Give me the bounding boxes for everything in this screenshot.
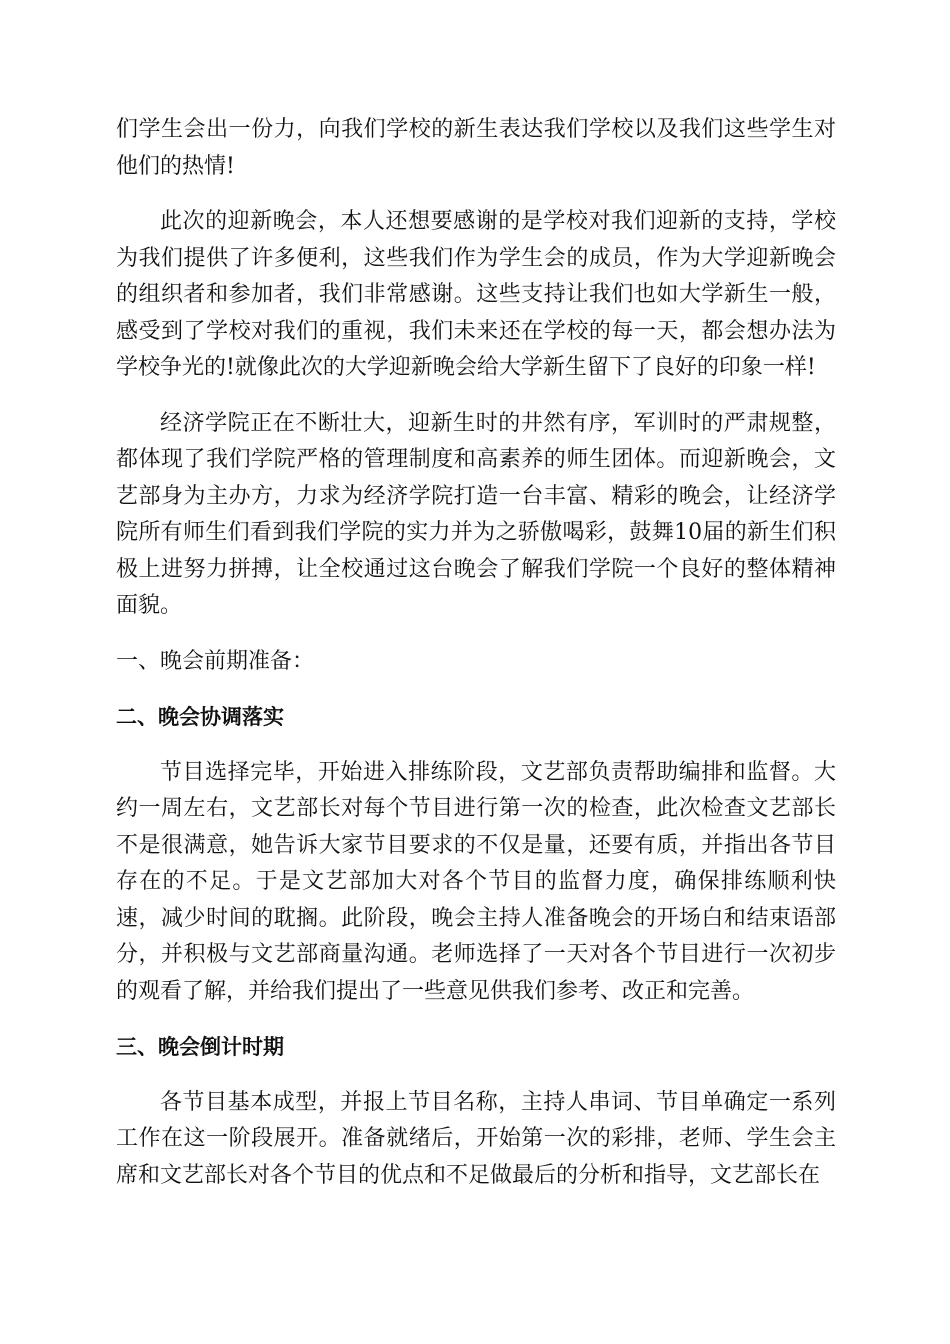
paragraph-final-rehearsal: 各节目基本成型，并报上节目名称，主持人串词、节目单确定一系列工作在这一阶段展开。准备就绪后，开始第一次的彩排，老师、学生会主席和文艺部长对各个节目的优点和不足做最后的分析和指导，文艺部长在 bbox=[116, 1089, 836, 1188]
section-heading-countdown: 三、晚会倒计时期 bbox=[116, 1035, 284, 1059]
section-heading-preparation: 一、晚会前期准备： bbox=[116, 648, 315, 674]
paragraph-thanks-school: 此次的迎新晚会，本人还想要感谢的是学校对我们迎新的支持，学校为我们提供了许多便利，这些我们作为学生会的成员，作为大学迎新晚会的组织者和参加者，我们非常感谢。这些支持让我们也如大学新生一般，感受到了学校对我们的重视，我们未来还在学校的每一天，都会想办法为学校争光的!就像此次的大学迎新晚会给大学新生留下了良好的印象一样! bbox=[116, 209, 836, 380]
section-heading-coordination: 二、晚会协调落实 bbox=[116, 705, 284, 729]
paragraph-continuation: 们学生会出一份力，向我们学校的新生表达我们学校以及我们这些学生对他们的热情! bbox=[116, 117, 836, 179]
paragraph-economics-college: 经济学院正在不断壮大，迎新生时的井然有序，军训时的严肃规整，都体现了我们学院严格的管理制度和高素养的师生团体。而迎新晚会，文艺部身为主办方，力求为经济学院打造一台丰富、精彩的晚会，让经济学院所有师生们看到我们学院的实力并为之骄傲喝彩，鼓舞10届的新生们积极上进努力拼搏，让全校通过这台晚会了解我们学院一个良好的整体精神面貌。 bbox=[116, 410, 836, 618]
paragraph-rehearsal: 节目选择完毕，开始进入排练阶段，文艺部负责帮助编排和监督。大约一周左右，文艺部长对每个节目进行第一次的检查，此次检查文艺部长不是很满意，她告诉大家节目要求的不仅是量，还要有质，并指出各节目存在的不足。于是文艺部加大对各个节目的监督力度，确保排练顺利快速，减少时间的耽搁。此阶段，晚会主持人准备晚会的开场白和结束语部分，并积极与文艺部商量沟通。老师选择了一天对各个节目进行一次初步的观看了解，并给我们提出了一些意见供我们参考、改正和完善。 bbox=[116, 759, 836, 1004]
document-body bbox=[116, 112, 836, 1213]
